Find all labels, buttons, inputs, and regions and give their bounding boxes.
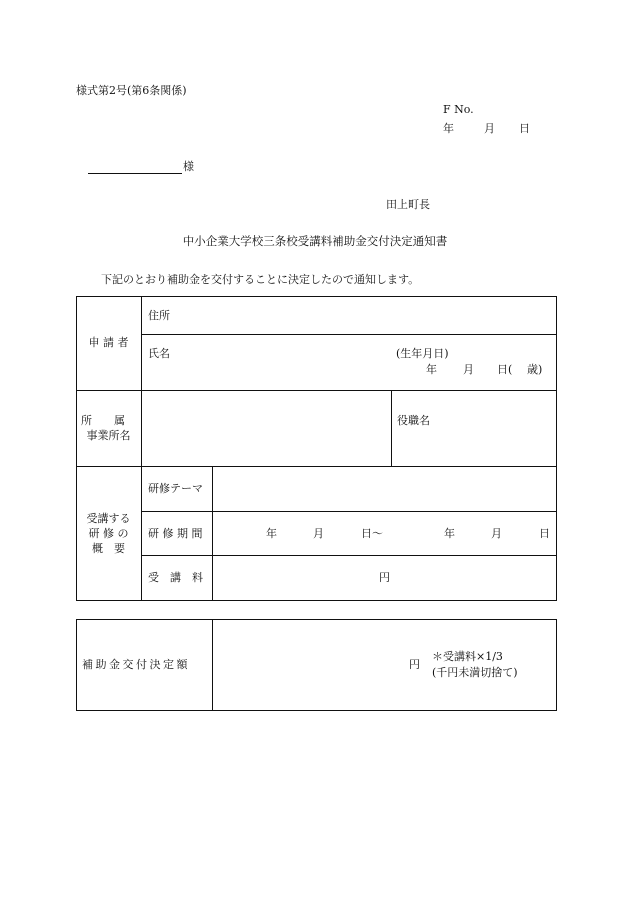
address-field[interactable] xyxy=(180,300,550,330)
position-label: 役職名 xyxy=(397,414,430,427)
birth-age-suffix-label: 歳) xyxy=(527,363,543,376)
date-month-label: 月 xyxy=(484,122,495,135)
birth-month-label: 月 xyxy=(463,363,474,376)
training-theme-field[interactable] xyxy=(216,470,552,507)
period-start-year: 年 xyxy=(266,527,277,540)
affiliation-label-line1: 所 属 xyxy=(81,414,125,427)
date-day-label: 日 xyxy=(519,122,530,135)
training-group-line2: 研 修 の xyxy=(88,527,129,540)
training-theme-label: 研修テーマ xyxy=(148,482,203,495)
birth-day-age-label: 日( xyxy=(497,363,513,376)
training-period-label: 研 修 期 間 xyxy=(148,527,203,540)
training-fee-field[interactable] xyxy=(216,559,376,597)
period-start-month: 月 xyxy=(313,527,324,540)
applicant-label: 申 請 者 xyxy=(88,336,129,349)
birth-date-label: (生年月日) xyxy=(396,347,449,360)
training-fee-unit: 円 xyxy=(379,571,390,584)
training-group-line3: 概 要 xyxy=(92,542,125,555)
training-fee-label: 受 講 料 xyxy=(148,571,203,584)
training-group-line1: 受講する xyxy=(86,512,131,525)
affiliation-label-line2: 事業所名 xyxy=(86,429,131,442)
affiliation-field[interactable] xyxy=(146,395,386,461)
period-end-month: 月 xyxy=(491,527,502,540)
date-year-label: 年 xyxy=(443,122,454,135)
subsidy-amount-label: 補助金交付決定額 xyxy=(82,658,190,671)
subsidy-amount-unit: 円 xyxy=(409,658,420,671)
address-label: 住所 xyxy=(148,309,170,322)
file-number-label: F No. xyxy=(443,103,474,116)
subsidy-note-line2: (千円未満切捨て) xyxy=(432,666,518,679)
document-title: 中小企業大学校三条校受講料補助金交付決定通知書 xyxy=(182,234,448,248)
period-end-year: 年 xyxy=(444,527,455,540)
issue-date xyxy=(443,122,530,136)
name-label: 氏名 xyxy=(148,347,170,360)
form-number-label: 様式第2号(第6条関係) xyxy=(76,84,187,97)
period-start-day: 日〜 xyxy=(361,527,383,540)
addressee-suffix: 様 xyxy=(183,160,194,173)
addressee-blank-line[interactable] xyxy=(88,173,182,174)
issuer-name: 田上町長 xyxy=(386,198,430,211)
subsidy-amount-field[interactable] xyxy=(216,623,406,707)
intro-text: 下記のとおり補助金を交付することに決定したので通知します。 xyxy=(101,273,420,286)
subsidy-note-line1: ＊受講料×1/3 xyxy=(432,650,503,663)
period-end-day: 日 xyxy=(539,527,550,540)
name-field[interactable] xyxy=(180,340,380,384)
birth-year-label: 年 xyxy=(426,363,437,376)
